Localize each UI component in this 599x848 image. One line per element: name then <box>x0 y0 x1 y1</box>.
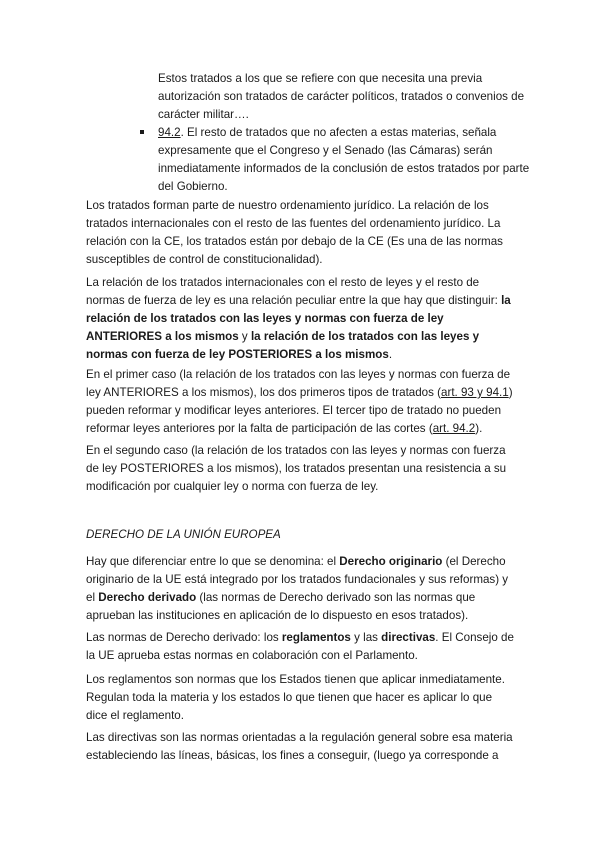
paragraph-3-text-c: ). <box>475 422 483 435</box>
continuation-text: Estos tratados a los que se refiere con que necesita una previa autorización son tratados de carácter políticos, tratados o convenios de carácter militar…. <box>158 72 525 121</box>
term-derecho-originario: Derecho originario <box>339 555 443 568</box>
paragraph-2-lead: La relación de los tratados internacionales con el resto de leyes y el resto de normas de fuerza de ley es una relación peculiar entre la que hay que distinguir: <box>86 276 502 307</box>
paragraph-4-text: En el segundo caso (la relación de los tratados con las leyes y normas con fuerza de ley POSTERIORES a los mismos), los tratados presentan una resistencia a su modificación por cualquier ley o norma con fuerza de ley. <box>86 444 507 493</box>
paragraph-2-end: . <box>388 348 393 361</box>
paragraph-5-text-b: (el Derecho originario de la UE está integrado por los tratados fundacionales y sus reformas) y el <box>86 555 509 604</box>
term-derecho-derivado: Derecho derivado <box>98 591 197 604</box>
paragraph-4 <box>86 442 516 496</box>
paragraph-2-mid: y <box>238 330 251 343</box>
bullet-body: . El resto de tratados que no afecten a estas materias, señala expresamente que el Congreso y el Senado (las Cámaras) serán inmediatamente informados de la conclusión de estos tratados por parte del Gobierno. <box>158 126 530 193</box>
paragraph-2-bold-anteriores: la relación de los tratados con las leyes y normas con fuerza de ley ANTERIORES a los mismos <box>86 294 511 343</box>
paragraph-8-text: Las directivas son las normas orientadas a la regulación general sobre esa materia estableciendo las líneas, básicas, los fines a conseguir, (luego ya corresponde a <box>86 731 513 762</box>
paragraph-5 <box>86 553 516 625</box>
article-link-93-94-1[interactable]: art. 93 y 94.1 <box>441 386 509 399</box>
paragraph-7-text: Los reglamentos son normas que los Estados tienen que aplicar inmediatamente. Regulan toda la materia y los estados lo que tienen que hacer es aplicar lo que dice el reglamento. <box>86 673 505 722</box>
bullet-item <box>140 124 530 196</box>
bullet-marker <box>140 130 144 134</box>
bullet-text <box>158 124 530 196</box>
section-heading: DERECHO DE LA UNIÓN EUROPEA <box>86 528 281 541</box>
paragraph-6-text-b: y las <box>350 631 382 644</box>
paragraph-2-bold-posteriores: la relación de los tratados con las leyes y normas con fuerza de ley POSTERIORES a los mismos <box>86 330 480 361</box>
continuation-paragraph <box>158 70 528 124</box>
paragraph-1 <box>86 197 516 269</box>
paragraph-3-text-b: ) pueden reformar y modificar leyes anteriores. El tercer tipo de tratado no pueden reformar leyes anteriores por la falta de participación de las cortes ( <box>86 386 513 435</box>
paragraph-7 <box>86 671 516 725</box>
paragraph-6-text-c: . El Consejo de la UE aprueba estas normas en colaboración con el Parlamento. <box>86 631 514 662</box>
paragraph-3-text-a: En el primer caso (la relación de los tratados con las leyes y normas con fuerza de ley ANTERIORES a los mismos), los dos primeros tipos de tratados ( <box>86 368 511 399</box>
term-directivas: directivas <box>381 631 436 644</box>
paragraph-2 <box>86 274 516 364</box>
paragraph-5-text-a: Hay que diferenciar entre lo que se denomina: el <box>86 555 340 568</box>
paragraph-8 <box>86 729 516 765</box>
term-reglamentos: reglamentos <box>281 631 351 644</box>
paragraph-6 <box>86 629 516 665</box>
paragraph-1-text: Los tratados forman parte de nuestro ordenamiento jurídico. La relación de los tratados internacionales con el resto de las fuentes del ordenamiento jurídico. La relación con la CE, los tratados están por debajo de la CE (Es una de las normas susceptibles de control de constitucionalidad). <box>86 199 503 266</box>
paragraph-3 <box>86 366 516 438</box>
paragraph-6-text-a: Las normas de Derecho derivado: los <box>86 631 282 644</box>
article-link-94-2[interactable]: 94.2 <box>158 126 181 139</box>
paragraph-5-text-c: (las normas de Derecho derivado son las normas que aprueban las instituciones en aplicación de lo dispuesto en esos tratados). <box>86 591 476 622</box>
article-link-94-2-b[interactable]: art. 94.2 <box>432 422 476 435</box>
